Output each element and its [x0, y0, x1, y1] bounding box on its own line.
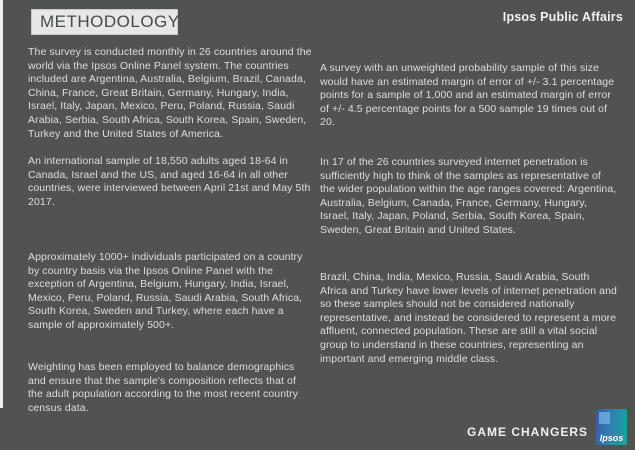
- left-paragraph-weighting: Weighting has been employed to balance demographics and ensure that the sample's composition reflects that of the adult population according to the most recent country census data.: [28, 361, 299, 414]
- header-brand-label: Ipsos Public Affairs: [502, 10, 623, 24]
- left-paragraph-survey-countries: The survey is conducted monthly in 26 countries around the world via the Ipsos Online Panel system. The countries included are Argentina, Australia, Belgium, Brazil, Canada, China, France, Great Britain, Germany, Hungary, India, Israel, Italy, Japan, Mexico, Peru, Poland, Russia, Saudi Arabia, Serbia, South Africa, South Korea, Spain, Sweden, Turkey and the United States of America.: [28, 46, 312, 140]
- slide-title: METHODOLOGY: [40, 12, 180, 31]
- ipsos-logo-wordmark: Ipsos: [599, 433, 624, 443]
- right-paragraph-internet-penetration-high: In 17 of the 26 countries surveyed internet penetration is sufficiently high to think of the samples as representative of the wider population within the age ranges covered: Argentina, Australia, Belgium, Canada, France, Germany, Hungary, Israel, Italy, Japan, Poland, Serbia, South Korea, Spain, Sweden, Great Britain and United States.: [320, 156, 617, 236]
- slide-left-edge-strip: [0, 0, 3, 408]
- right-paragraph-internet-penetration-low: Brazil, China, India, Mexico, Russia, Saudi Arabia, South Africa and Turkey have lower levels of internet penetration and so these samples should not be considered nationally representative, and instead be considered to represent a more affluent, connected population. These are still a vital social group to understand in these countries, representing an important and emerging middle class.: [320, 271, 617, 365]
- left-paragraph-participation: Approximately 1000+ individuals participated on a country by country basis via the Ipsos Online Panel with the exception of Argentina, Belgium, Hungary, India, Israel, Mexico, Peru, Poland, Russia, Saudi Arabia, South Africa, South Korea, Sweden and Turkey, where each have a sample of approximately 500+.: [28, 251, 303, 331]
- right-paragraph-margin-of-error: A survey with an unweighted probability sample of this size would have an estimated margin of error of +/- 3.1 percentage points for a sample of 1,000 and an estimated margin of error of +/- 4.5 percentage points for a 500 sample 19 times out of 20.: [320, 62, 615, 129]
- left-paragraph-sample-size: An international sample of 18,550 adults aged 18-64 in Canada, Israel and the US, and aged 16-64 in all other countries, were interviewed between April 21st and May 5th 2017.: [28, 155, 311, 208]
- game-changers-tagline: GAME CHANGERS: [466, 425, 588, 439]
- ipsos-logo: [596, 409, 627, 445]
- ipsos-logo-corner-square: [599, 412, 610, 424]
- slide-title-box: [31, 9, 178, 35]
